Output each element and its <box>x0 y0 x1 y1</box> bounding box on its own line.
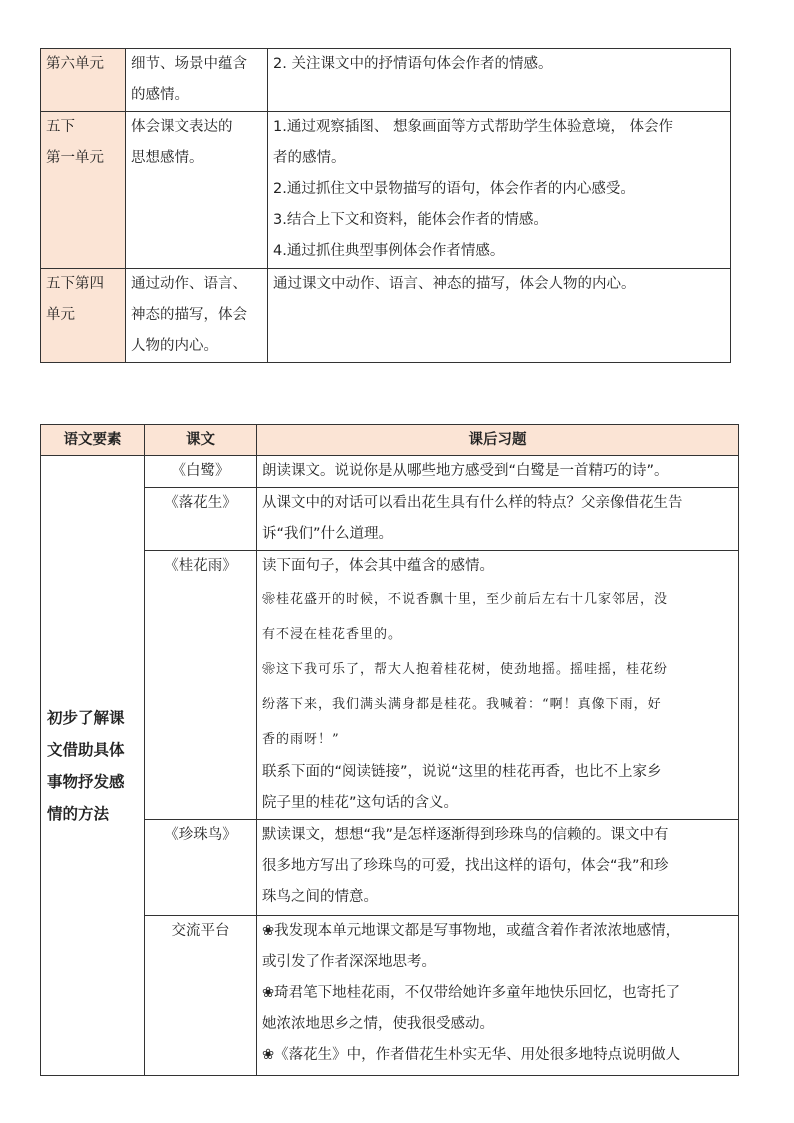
methods-cell <box>268 49 731 112</box>
cell-line: 3.结合上下文和资料，能体会作者的情感。 <box>273 212 548 228</box>
cell-line: 联系下面的“阅读链接”，说说“这里的桂花再香，也比不上家乡 <box>262 764 662 780</box>
unit-cell <box>41 269 126 363</box>
cell-line: 很多地方写出了珍珠鸟的可爱，找出这样的语句，体会“我”和珍 <box>262 858 669 874</box>
cell-line: 通过课文中动作、语言、神态的描写，体会人物的内心。 <box>273 276 636 292</box>
column-header-element: 语文要素 <box>41 425 145 456</box>
cell-line: 从课文中的对话可以看出花生具有什么样的特点？父亲像借花生告 <box>262 495 683 511</box>
cell-line: 她浓浓地思乡之情，使我很受感动。 <box>262 1016 494 1032</box>
element-cell <box>126 49 268 112</box>
lesson-cell: 《落花生》 <box>145 488 257 551</box>
cell-line: 的感情。 <box>131 87 189 103</box>
table-row <box>41 49 731 112</box>
cell-line: 神态的描写，体会 <box>131 307 247 323</box>
cell-line: 者的感情。 <box>273 150 346 166</box>
cell-line: 诉“我们”什么道理。 <box>262 526 394 542</box>
cell-line: 4.通过抓住典型事例体会作者情感。 <box>273 243 505 259</box>
cell-line: 第六单元 <box>46 56 104 72</box>
lesson-cell: 《珍珠鸟》 <box>145 820 257 916</box>
cell-line: 读下面句子，体会其中蕴含的感情。 <box>262 558 494 574</box>
cell-line: ❀琦君笔下地桂花雨，不仅带给她许多童年地快乐回忆，也寄托了 <box>262 985 681 1001</box>
cell-line: 默读课文，想想“我”是怎样逐渐得到珍珠鸟的信赖的。课文中有 <box>262 827 669 843</box>
exercise-table <box>40 424 739 1076</box>
exercise-cell <box>257 916 739 1076</box>
column-header-lesson: 课文 <box>145 425 257 456</box>
cell-line: 1.通过观察插图、 想象画面等方式帮助学生体验意境， 体会作 <box>273 119 674 135</box>
quote-line: 纷落下来，我们满头满身都是桂花。我喊着：“啊！真像下雨，好 <box>262 697 662 712</box>
cell-line: 第一单元 <box>46 150 104 166</box>
lesson-cell: 《桂花雨》 <box>145 551 257 820</box>
table-row <box>41 820 739 916</box>
exercise-cell <box>257 456 739 488</box>
quote-line: ❀桂花盛开的时候，不说香飘十里，至少前后左右十几家邻居，没 <box>262 592 669 607</box>
quote-line: 有不浸在桂花香里的。 <box>262 627 403 642</box>
cell-line: 思想感情。 <box>131 150 204 166</box>
methods-cell <box>268 269 731 363</box>
cell-line: 事物抒发感 <box>47 772 125 791</box>
table-row <box>41 456 739 488</box>
cell-line: 体会课文表达的 <box>131 119 233 135</box>
cell-line: 人物的内心。 <box>131 338 218 354</box>
lesson-cell: 《白鹭》 <box>145 456 257 488</box>
methods-cell <box>268 112 731 269</box>
cell-line: 初步了解课 <box>47 708 125 727</box>
cell-line: 朗读课文。说说你是从哪些地方感受到“白鹭是一首精巧的诗”。 <box>262 463 669 479</box>
quote-line: ❀这下我可乐了，帮大人抱着桂花树，使劲地摇。摇哇摇，桂花纷 <box>262 662 669 677</box>
cell-line: 情的方法 <box>47 804 110 823</box>
lesson-cell: 交流平台 <box>145 916 257 1076</box>
element-cell <box>41 456 145 1076</box>
cell-line: 珠鸟之间的情意。 <box>262 889 378 905</box>
unit-cell <box>41 112 126 269</box>
cell-line: 2.通过抓住文中景物描写的语句，体会作者的内心感受。 <box>273 181 635 197</box>
exercise-cell <box>257 551 739 820</box>
cell-line: 或引发了作者深深地思考。 <box>262 954 436 970</box>
exercise-cell <box>257 488 739 551</box>
cell-line: ❀我发现本单元地课文都是写事物地，或蕴含着作者浓浓地感情， <box>262 923 681 939</box>
cell-line: 五下第四 <box>46 276 104 292</box>
element-cell <box>126 112 268 269</box>
table-row <box>41 269 731 363</box>
cell-line: 通过动作、语言、 <box>131 276 247 292</box>
table-row <box>41 488 739 551</box>
quote-line: 香的雨呀！” <box>262 732 340 747</box>
table-row <box>41 916 739 1076</box>
cell-line: 2. 关注课文中的抒情语句体会作者的情感。 <box>273 56 553 72</box>
unit-cell <box>41 49 126 112</box>
element-cell <box>126 269 268 363</box>
cell-line: 细节、场景中蕴含 <box>131 56 247 72</box>
cell-line: 五下 <box>46 119 75 135</box>
cell-line: 单元 <box>46 307 75 323</box>
cell-line: 院子里的桂花”这句话的含义。 <box>262 795 459 811</box>
cell-line: 文借助具体 <box>47 740 125 759</box>
table-row <box>41 551 739 820</box>
unit-goals-table <box>40 48 731 363</box>
exercise-cell <box>257 820 739 916</box>
cell-line: ❀《落花生》中，作者借花生朴实无华、用处很多地特点说明做人 <box>262 1047 681 1063</box>
column-header-exercise: 课后习题 <box>257 425 739 456</box>
table-row <box>41 112 731 269</box>
header-row <box>41 425 739 456</box>
